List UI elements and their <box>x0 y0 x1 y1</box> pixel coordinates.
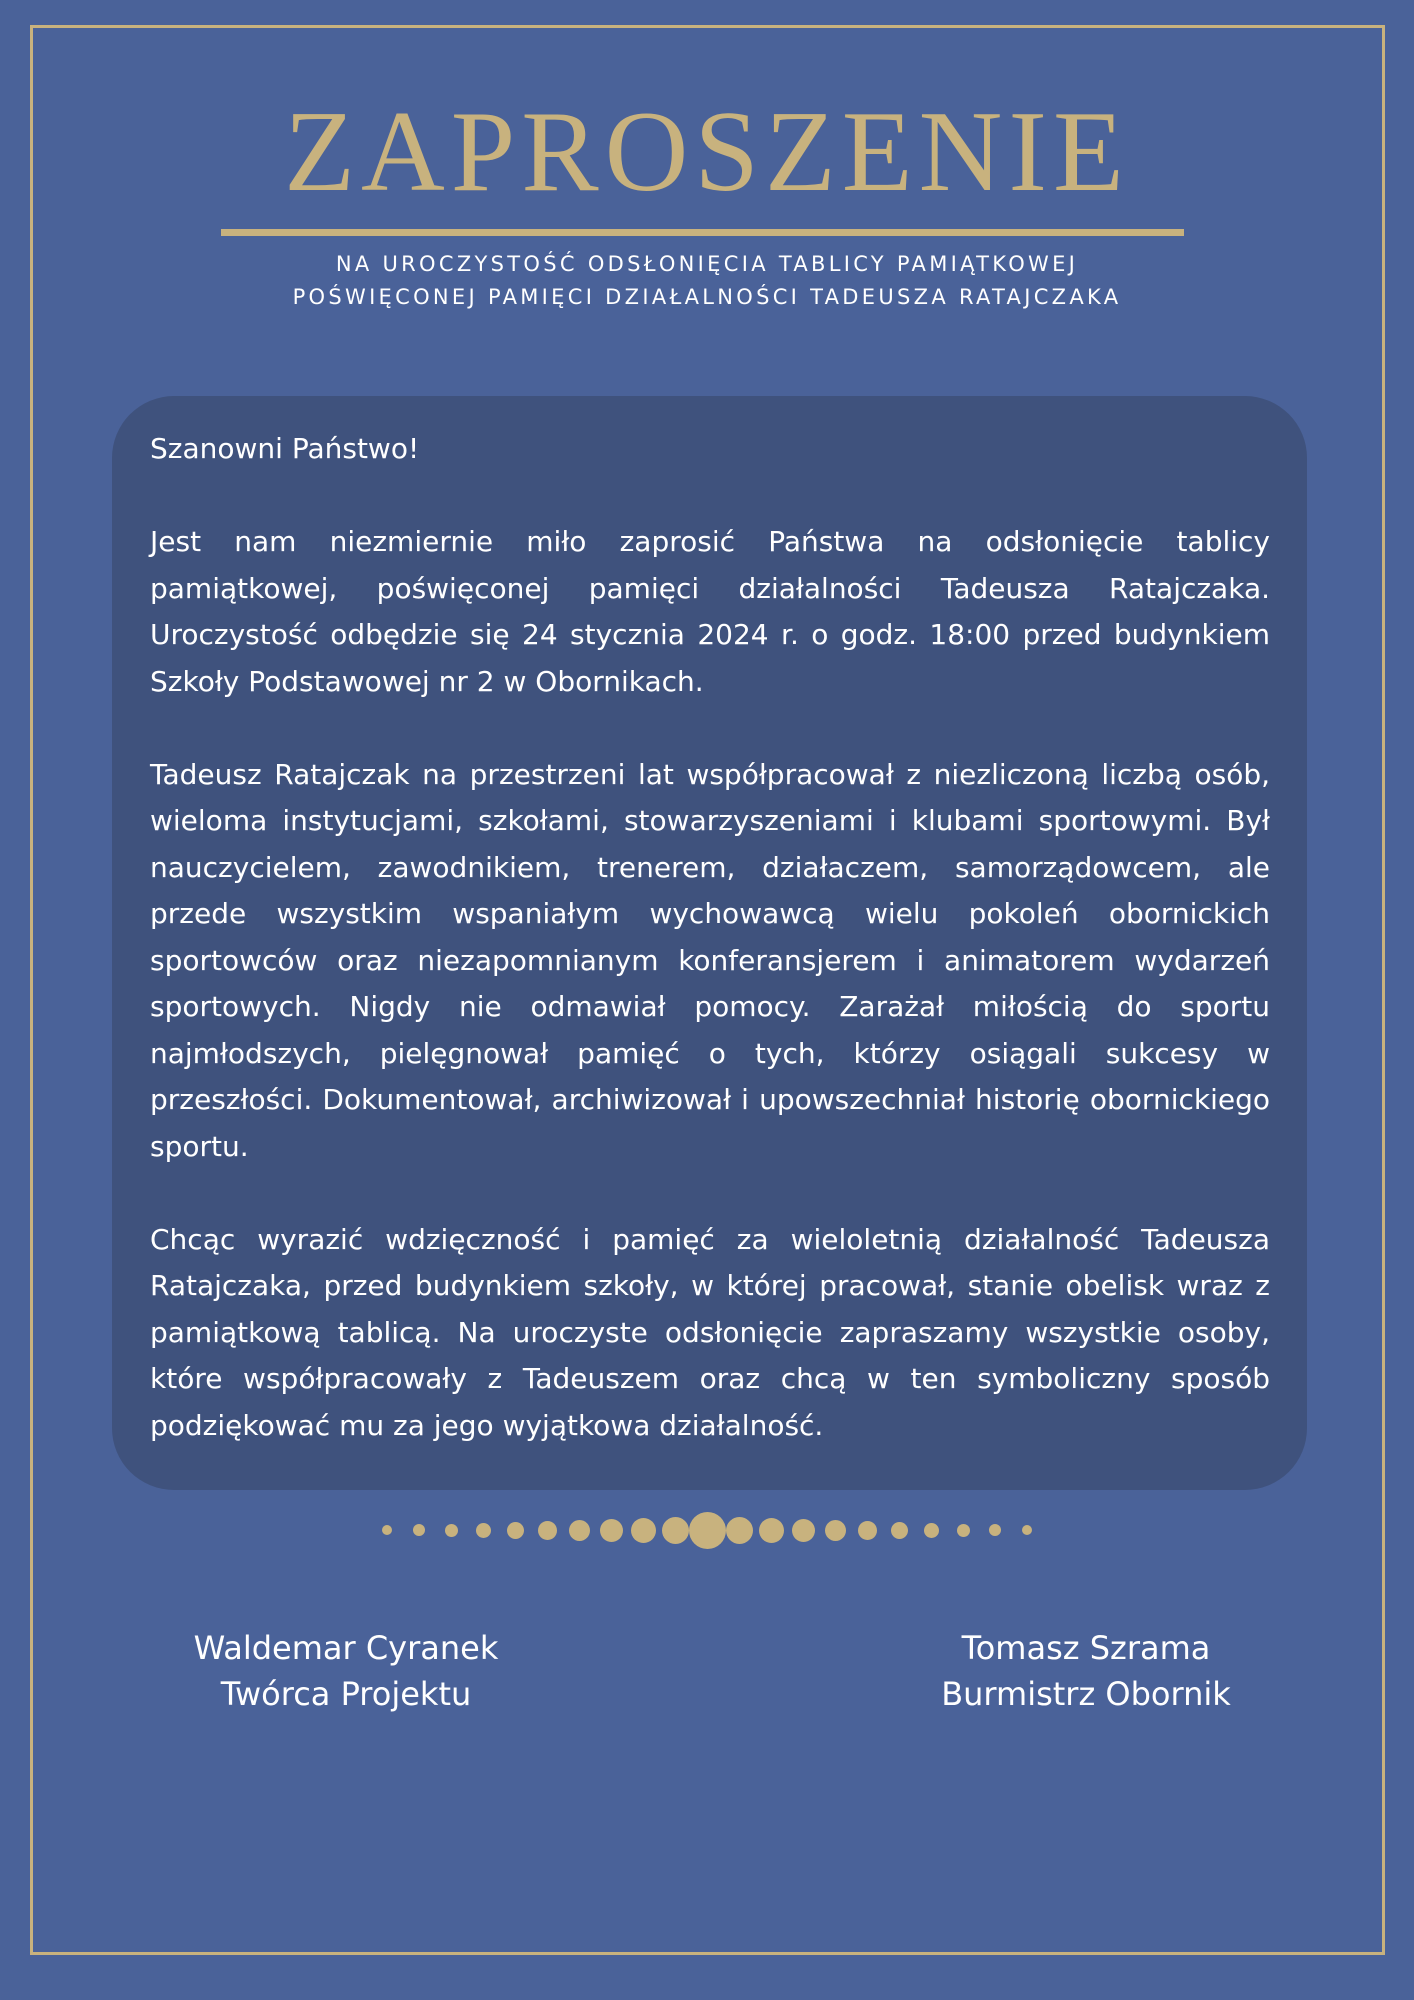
divider-dot <box>759 1518 784 1543</box>
divider-dot <box>924 1523 939 1538</box>
divider-dot <box>569 1520 590 1541</box>
divider-dot <box>1022 1525 1032 1535</box>
divider-dot <box>726 1517 753 1544</box>
letter-card <box>112 396 1307 1490</box>
divider-dot <box>989 1524 1001 1536</box>
divider-dot <box>538 1521 557 1540</box>
title-underline <box>221 229 1184 236</box>
divider-dot <box>476 1523 491 1538</box>
divider-dot <box>507 1522 524 1539</box>
signer-left <box>86 1625 606 1717</box>
signer-name: Tomasz Szrama <box>961 1629 1211 1667</box>
subtitle <box>0 248 1414 314</box>
divider-dot <box>957 1524 970 1537</box>
signer-role: Twórca Projektu <box>220 1675 472 1713</box>
divider-dot <box>382 1525 392 1535</box>
letter-paragraph-1: Jest nam niezmiernie miło zaprosić Państwa na odsłonięcie tablicy pamiątkowej, poświęconej pamięci działalności Tadeusza Ratajczaka. Uroczystość odbędzie się 24 stycznia 2024 r. o godz. 18:00 przed budynkiem Szkoły Podstawowej nr 2 w Obornikach. <box>150 525 1270 698</box>
letter-paragraph-2: Tadeusz Ratajczak na przestrzeni lat współpracował z niezliczoną liczbą osób, wieloma instytucjami, szkołami, stowarzyszeniami i klubami sportowymi. Był nauczycielem, zawodnikiem, trenerem, działaczem, samorządowcem, ale przede wszystkim wspaniałym wychowawcą wielu pokoleń obornickich sportowców oraz niezapomnianym konferansjerem i animatorem wydarzeń sportowych. Nigdy nie odmawiał pomocy. Zarażał miłością do sportu najmłodszych, pielęgnował pamięć o tych, którzy osiągali sukcesy w przeszłości. Dokumentował, archiwizował i upowszechniał historię obornickiego sportu. <box>150 757 1270 1163</box>
subtitle-line-2: POŚWIĘCONEJ PAMIĘCI DZIAŁALNOŚCI TADEUSZA RATAJCZAKA <box>292 285 1122 309</box>
letter-paragraph-3: Chcąc wyrazić wdzięczność i pamięć za wieloletnią działalność Tadeusza Ratajczaka, przed budynkiem szkoły, w której pracował, stanie obelisk wraz z pamiątkową tablicą. Na uroczyste odsłonięcie zapraszamy wszystkie osoby, które współpracowały z Tadeuszem oraz chcą w ten symboliczny sposób podziękować mu za jego wyjątkowa działalność. <box>150 1222 1270 1442</box>
subtitle-line-1: NA UROCZYSTOŚĆ ODSŁONIĘCIA TABLICY PAMIĄTKOWEJ <box>335 252 1079 276</box>
divider-dot <box>662 1517 689 1544</box>
divider-dot <box>825 1520 846 1541</box>
page-title: ZAPROSZENIE <box>284 88 1130 216</box>
divider-dot <box>792 1519 815 1542</box>
divider-dot <box>858 1521 877 1540</box>
divider-dot <box>600 1519 623 1542</box>
letter-greeting: Szanowni Państwo! <box>150 432 420 465</box>
divider-dot <box>413 1524 425 1536</box>
divider-dot <box>689 1512 726 1549</box>
divider-dot <box>631 1518 656 1543</box>
divider-dot <box>445 1524 458 1537</box>
divider-dot <box>891 1522 908 1539</box>
signer-name: Waldemar Cyranek <box>193 1629 499 1667</box>
signer-role: Burmistrz Obornik <box>941 1675 1231 1713</box>
signer-right <box>826 1625 1346 1717</box>
decorative-dot-divider <box>0 1510 1414 1550</box>
